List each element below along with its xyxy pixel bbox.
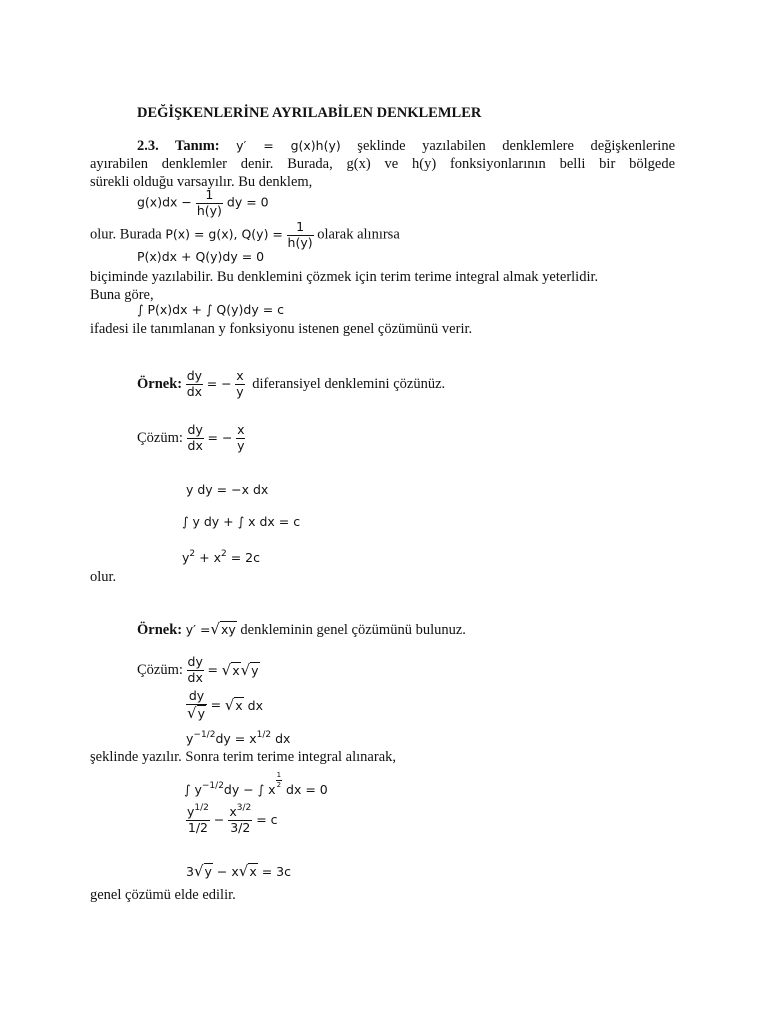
- example-2-solution-step-5: [186, 803, 278, 835]
- s2-equals: =: [210, 697, 222, 712]
- line4-equation: P(x) = g(x), Q(y) =: [165, 226, 283, 242]
- eq1-right: dy = 0: [226, 194, 269, 210]
- equation-1: [137, 189, 269, 217]
- s5-fraction-2: [228, 803, 252, 835]
- x-numerator: x: [236, 368, 244, 383]
- s6-rad-x: x: [249, 864, 257, 879]
- s6-a: 3: [186, 864, 194, 879]
- s4-c: dx = 0: [286, 782, 328, 797]
- s1-rad-x: x: [232, 662, 240, 678]
- example-1-step-1: y dy = −x dx: [186, 482, 269, 497]
- example-2-solution-step-6: 3√y − x√x = 3c: [186, 862, 291, 880]
- step3-plus-x: + x: [199, 550, 221, 565]
- s3-dx: dx: [275, 731, 291, 746]
- s5-den1: 1/2: [187, 819, 208, 835]
- line4-start: olur. Burada: [90, 226, 162, 243]
- step3-exp-2: 2: [220, 549, 227, 559]
- example-1-dydx: [186, 370, 203, 398]
- eq1-fraction: [196, 189, 223, 217]
- s4-exp-2: [276, 772, 282, 789]
- s1-den: dx: [187, 669, 203, 685]
- eq1-num: 1: [196, 189, 223, 204]
- s6-c: = 3c: [261, 864, 291, 879]
- example-2-solution-step-4: [184, 772, 328, 797]
- dx-denominator: dx: [187, 437, 203, 453]
- eq1-den: h(y): [196, 202, 222, 218]
- y-denominator: y: [236, 383, 244, 399]
- example-2-end: genel çözümü elde edilir.: [90, 887, 236, 903]
- s6-rad-y: y: [204, 864, 212, 879]
- example-2-solution-step-2: $\frac{dy}{√y}$ = √x dx: [187, 688, 263, 722]
- equation-3: ∫ P(x)dx + ∫ Q(y)dy = c: [137, 302, 285, 317]
- definition-equation: y′ = g(x)h(y): [236, 138, 341, 153]
- line4-num: 1: [287, 221, 314, 236]
- page-title: DEĞİŞKENLERİNE AYRILABİLEN DENKLEMLER: [137, 105, 482, 121]
- example-2-text-1: şeklinde yazılır. Sonra terim terime integral alınarak,: [90, 749, 397, 765]
- example-1-text: diferansiyel denklemini çözünüz.: [252, 375, 446, 392]
- s2-fraction: $\frac{dy}{√y}$: [187, 688, 205, 722]
- definition-line-6: Buna göre,: [90, 287, 154, 303]
- s1-fraction: [187, 656, 204, 684]
- s3-mid: dy = x: [215, 731, 257, 746]
- s4-exp-2-den: 2: [276, 781, 282, 789]
- solution-dydx: [187, 424, 204, 452]
- example-2-question: Örnek: y′ =√xy denkleminin genel çözümünü bulunuz.: [137, 620, 466, 638]
- s2-dx: dx: [247, 697, 263, 713]
- s5-num1-exp: 1/2: [194, 803, 209, 813]
- example-1-question: [137, 370, 445, 398]
- definition-line-4: [90, 221, 400, 249]
- s1-equals: =: [207, 661, 218, 677]
- example-2-solution-step-1: Çözüm: $\frac{dy}{dx}$ = √x√y: [137, 654, 259, 685]
- s2-rad-x: x: [235, 697, 243, 713]
- s5-num2: x: [229, 804, 237, 819]
- definition-line-1: [90, 139, 675, 154]
- line4-end: olarak alınırsa: [317, 226, 400, 243]
- definition-line-7: ifadesi ile tanımlanan y fonksiyonu istenen genel çözümünü verir.: [90, 321, 473, 337]
- step3-end: = 2c: [230, 550, 260, 565]
- eq1-left: g(x)dx −: [137, 194, 192, 210]
- example-1-step-3: [182, 549, 260, 565]
- example-1-solution-header: [137, 424, 245, 452]
- s3-y: y: [186, 731, 194, 746]
- line4-den: h(y): [287, 234, 313, 250]
- example-1-xy: [235, 370, 244, 398]
- s3-exp-2: 1/2: [256, 730, 272, 740]
- example-1-step-2: ∫ y dy + ∫ x dx = c: [182, 514, 301, 529]
- s5-num2-exp: 3/2: [236, 803, 252, 813]
- s3-exp-1: −1/2: [193, 730, 216, 740]
- example-2-solution-step-3: [186, 730, 291, 746]
- example-2-text: denkleminin genel çözümünü bulunuz.: [240, 622, 466, 638]
- example-1-end: olur.: [90, 569, 117, 585]
- dy-numerator: dy: [187, 422, 203, 437]
- s1-rad-y: y: [251, 662, 259, 678]
- s5-den2: 3/2: [230, 819, 251, 835]
- example-1-equals: = −: [206, 375, 232, 391]
- s4-exp-2-num: 1: [276, 771, 282, 779]
- s2-den-rad: y: [197, 705, 205, 721]
- solution-xy: [236, 424, 245, 452]
- definition-text-1: şeklinde yazılabilen denklemlere değişkenlerine: [357, 138, 676, 154]
- s5-minus: −: [213, 811, 225, 827]
- dy-numerator: dy: [186, 368, 203, 383]
- line4-fraction: [287, 221, 314, 249]
- x-numerator: x: [237, 422, 245, 437]
- example-1-label: Örnek:: [137, 375, 183, 392]
- example-2-radicand: xy: [220, 622, 236, 637]
- s4-b: dy − ∫ x: [223, 782, 276, 797]
- s5-fraction-1: [186, 803, 210, 835]
- definition-line-5: biçiminde yazılabilir. Bu denklemini çözmek için terim terime integral almak yeterlidir.: [90, 269, 599, 285]
- s4-exp-1: −1/2: [201, 781, 224, 791]
- s2-num: dy: [186, 690, 207, 705]
- s1-num: dy: [187, 654, 203, 669]
- step3-exp-1: 2: [189, 549, 196, 559]
- equation-2: P(x)dx + Q(y)dy = 0: [137, 249, 265, 264]
- dx-denominator: dx: [186, 383, 203, 399]
- example-2-label: Örnek:: [137, 622, 183, 638]
- solution-2-label: Çözüm:: [137, 661, 183, 678]
- solution-equals: = −: [207, 429, 233, 445]
- s6-b: − x: [216, 864, 239, 879]
- s5-num1: y: [187, 804, 195, 819]
- s5-end: = c: [256, 811, 278, 827]
- definition-label: 2.3. Tanım:: [137, 138, 220, 154]
- s4-a: ∫ y: [184, 782, 202, 797]
- y-denominator: y: [237, 437, 245, 453]
- step3-y: y: [182, 550, 190, 565]
- definition-line-2: ayırabilen denklemler denir. Burada, g(x) ve h(y) fonksiyonlarının belli bir bölgede: [90, 156, 675, 172]
- example-2-eq: y′ =: [185, 622, 211, 637]
- definition-line-3: sürekli olduğu varsayılır. Bu denklem,: [90, 174, 313, 190]
- solution-label: Çözüm:: [137, 429, 183, 446]
